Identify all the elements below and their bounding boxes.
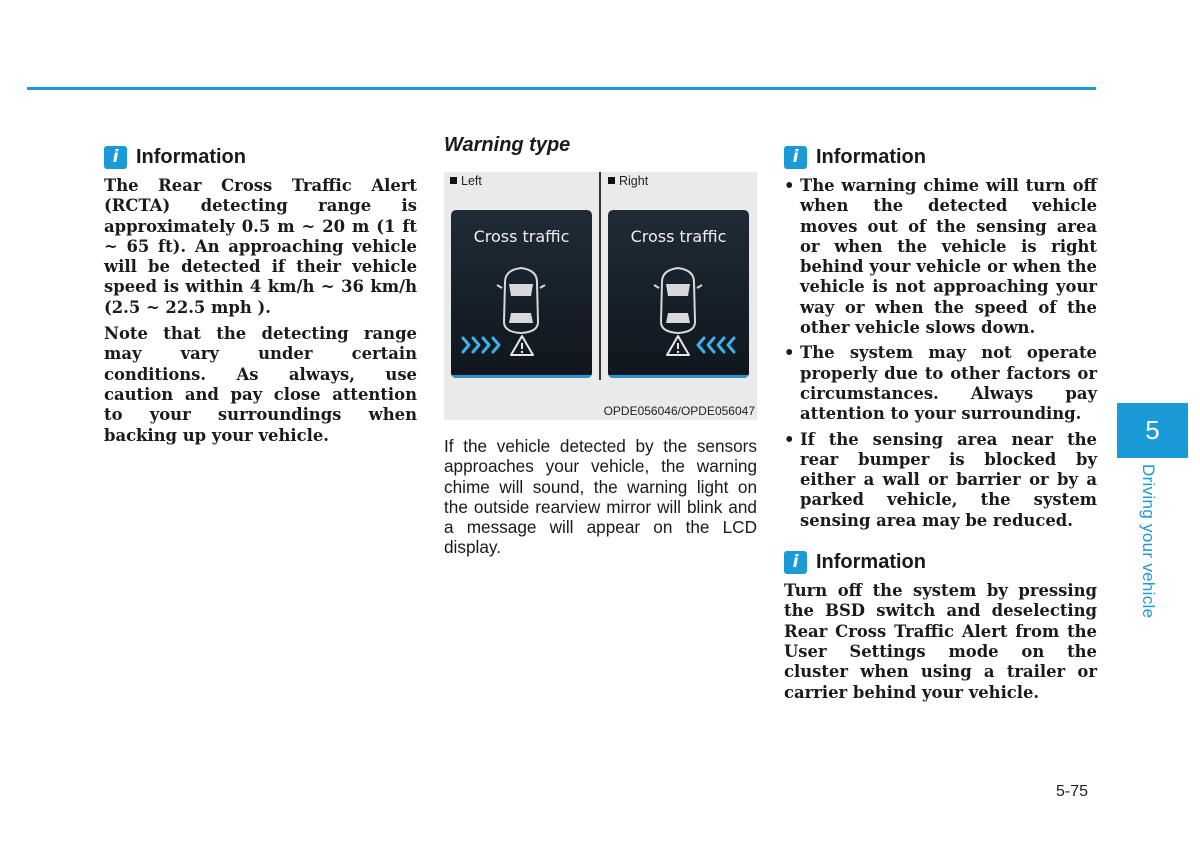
list-item: • The system may not operate properly due to other factors or circumstances. Always pay attention to your surrounding.	[784, 343, 1097, 424]
turn-off-instructions: Turn off the system by pressing the BSD switch and deselecting Rear Cross Traffic Alert from the User Settings mode on the cluster when using a trailer or carrier behind your vehicle.	[784, 581, 1097, 702]
info-icon: i	[784, 551, 807, 574]
warning-type-figure	[444, 172, 757, 420]
warning-type-heading: Warning type	[444, 134, 571, 156]
figure-label-right: Right	[608, 174, 648, 188]
figure-divider	[599, 172, 601, 380]
figure-label-left: Left	[450, 174, 482, 188]
info-bullet-list	[784, 176, 1097, 531]
list-item: • If the sensing area near the rear bumper is blocked by either a wall or barrier or by a parked vehicle, the system sensing area may be reduced.	[784, 430, 1097, 531]
page-number: 5-75	[1056, 783, 1089, 800]
top-rule	[27, 87, 1096, 90]
list-item: • The warning chime will turn off when the detected vehicle moves out of the sensing area or when the vehicle is right behind your vehicle or when the vehicle is not approaching your way or when the speed of the other vehicle slows down.	[784, 176, 1097, 338]
chapter-number-tab: 5	[1117, 403, 1188, 458]
display-left	[451, 210, 592, 378]
column-right	[784, 140, 1097, 703]
warning-description: If the vehicle detected by the sensors approaches your vehicle, the warning chime will sound, the warning light on the outside rearview mirror will blink and a message will appear on the LCD display.	[444, 436, 757, 558]
info-heading	[784, 140, 1097, 174]
column-middle	[444, 134, 757, 558]
chapter-name: Driving your vehicle	[1139, 464, 1158, 619]
info-icon: i	[784, 146, 807, 169]
rcta-range-paragraph: The Rear Cross Traffic Alert (RCTA) detecting range is approximately 0.5 m ~ 20 m (1 ft ~ 65 ft). An approaching vehicle will be detected if their vehicle speed is within 4 km/h ~ 36 km/h (2.5 ~ 22.5 mph ).	[104, 176, 417, 317]
detecting-range-note: Note that the detecting range may vary under certain conditions. As always, use caution and pay close attention to your surroundings when backing up your vehicle.	[104, 324, 417, 445]
warning-triangle-icon	[451, 210, 592, 378]
info-title: Information	[816, 550, 926, 573]
display-right-title: Cross traffic	[630, 227, 727, 246]
figure-code: OPDE056046/OPDE056047	[603, 404, 755, 418]
info-title: Information	[136, 145, 246, 168]
info-icon: i	[104, 146, 127, 169]
info-heading	[784, 545, 1097, 579]
column-left	[104, 140, 417, 446]
info-title: Information	[816, 145, 926, 168]
display-right	[608, 210, 749, 378]
chevron-arrows-icon	[608, 210, 749, 378]
display-left-title: Cross traffic	[473, 227, 570, 246]
info-heading	[104, 140, 417, 174]
